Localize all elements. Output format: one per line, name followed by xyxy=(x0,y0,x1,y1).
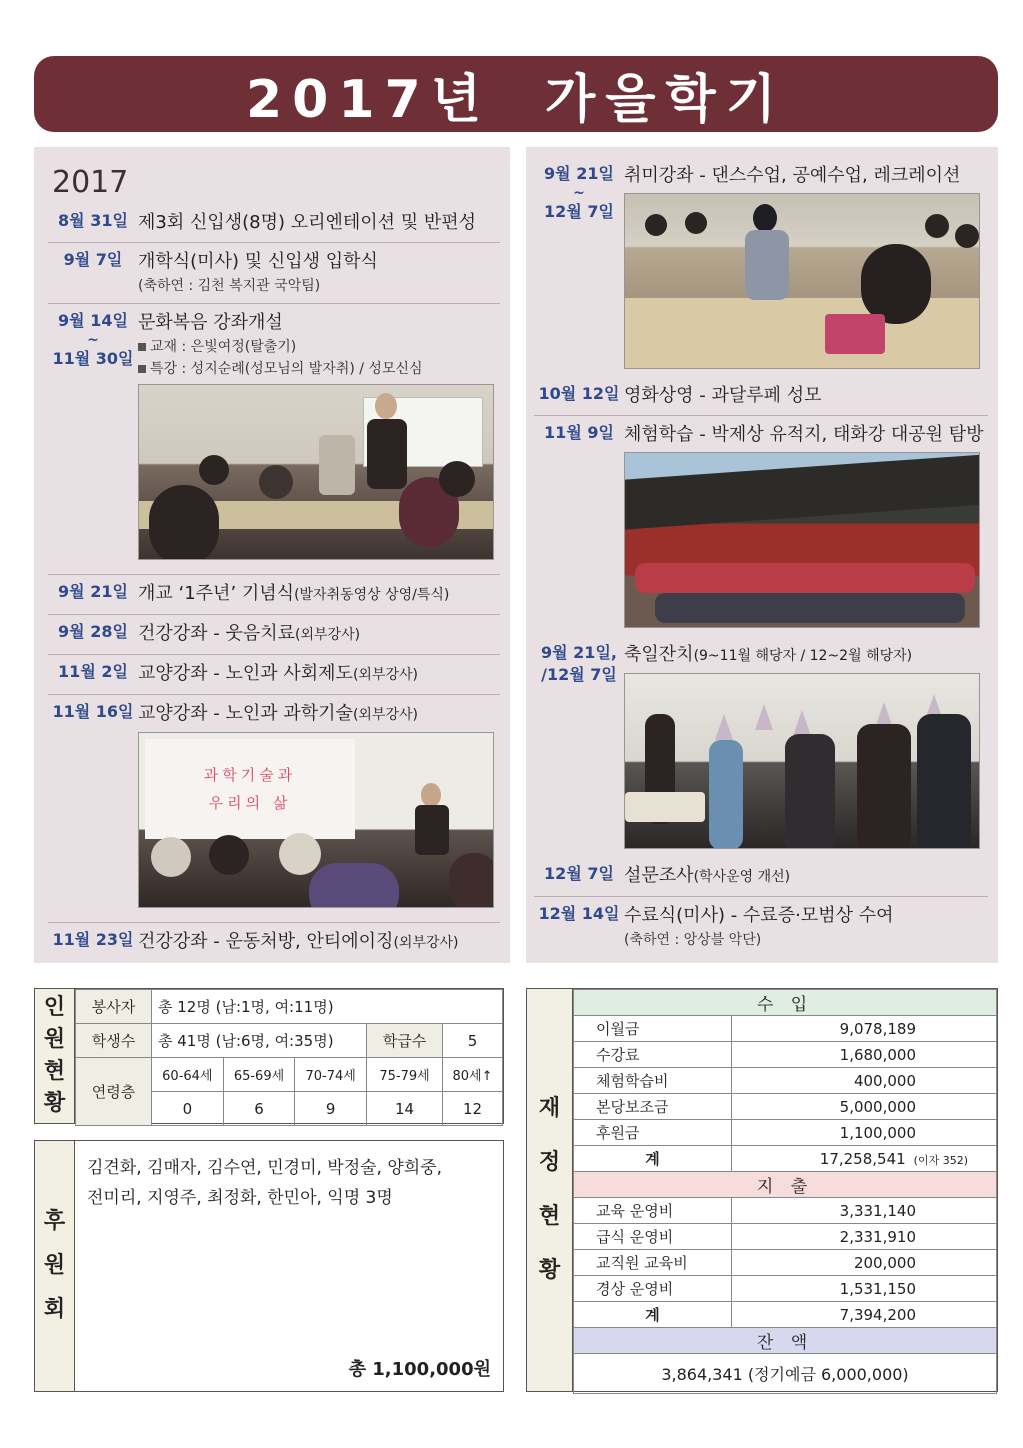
age-key: 연령층 xyxy=(76,1058,152,1126)
income-total-label: 계 xyxy=(574,1146,732,1172)
income-total xyxy=(732,1146,997,1172)
title-note: (외부강사) xyxy=(352,707,418,723)
expense-amount: 200,000 xyxy=(732,1250,997,1276)
event-date: 10월 12일 xyxy=(538,384,620,403)
title-main: 건강강좌 - 운동처방, 안티에이징 xyxy=(138,931,394,952)
age-group: 70-74세 xyxy=(295,1058,367,1092)
age-group: 60-64세 xyxy=(152,1058,224,1092)
personnel-label xyxy=(35,989,75,1123)
expense-amount: 2,331,910 xyxy=(732,1224,997,1250)
event-title: 체험학습 - 박제상 유적지, 태화강 대공원 탐방 xyxy=(624,424,984,445)
photo-row xyxy=(48,728,500,923)
schedule-right-panel xyxy=(526,147,998,963)
event-row xyxy=(48,575,500,615)
crafts-class-photo xyxy=(624,193,980,369)
event-row xyxy=(534,857,988,897)
event-row xyxy=(48,655,500,695)
event-title xyxy=(138,581,500,608)
finance-status-table xyxy=(526,988,998,1392)
birthday-party-photo xyxy=(624,673,980,849)
field-trip-photo xyxy=(624,452,980,628)
title-note: (9~11월 해당자 / 12~2월 해당자) xyxy=(693,648,913,664)
title-note: (학사운영 개선) xyxy=(693,869,791,885)
title-note: (외부강사) xyxy=(295,627,361,643)
event-date: 12월 14일 xyxy=(538,904,620,923)
students-value: 총 41명 (남:6명, 여:35명) xyxy=(152,1024,367,1058)
event-row xyxy=(48,923,500,962)
age-count: 6 xyxy=(223,1092,295,1126)
donors-label xyxy=(35,1141,75,1391)
title-main: 교양강좌 - 노인과 사회제도 xyxy=(138,663,353,684)
income-item: 이월금 xyxy=(574,1016,732,1042)
label-char: 황 xyxy=(538,1258,561,1283)
expense-item: 경상 운영비 xyxy=(574,1276,732,1302)
income-item: 체험학습비 xyxy=(574,1068,732,1094)
personnel-status-table xyxy=(34,988,504,1124)
event-date: 11월 23일 xyxy=(52,930,134,949)
date-end: /12월 7일 xyxy=(541,665,617,684)
expense-item: 교직원 교육비 xyxy=(574,1250,732,1276)
label-char: 원 xyxy=(43,1027,66,1052)
donors-box xyxy=(34,1140,504,1392)
title-main: 개교 ‘1주년’ 기념식 xyxy=(138,583,295,604)
income-amount: 1,100,000 xyxy=(732,1120,997,1146)
date-end: 11월 30일 xyxy=(52,349,134,368)
event-row xyxy=(48,695,500,728)
title-note: (외부강사) xyxy=(393,935,459,951)
slide-line: 우리의 삶 xyxy=(208,794,292,812)
label-char: 회 xyxy=(43,1297,66,1322)
volunteers-key: 봉사자 xyxy=(76,990,152,1024)
label-char: 인 xyxy=(43,995,66,1020)
date-tilde: ~ xyxy=(87,332,99,348)
expense-total: 7,394,200 xyxy=(732,1302,997,1328)
bullet-text: 특강 : 성지순례(성모님의 발자취) / 성모신심 xyxy=(150,361,423,377)
volunteers-value: 총 12명 (남:1명, 여:11명) xyxy=(152,990,503,1024)
event-row xyxy=(48,304,500,380)
lecture-photo xyxy=(138,384,494,560)
expense-amount: 1,531,150 xyxy=(732,1276,997,1302)
square-bullet-icon xyxy=(138,365,146,373)
label-char: 후 xyxy=(43,1209,66,1234)
event-title xyxy=(624,642,988,669)
income-note: (이자 352) xyxy=(913,1153,968,1167)
label-char: 정 xyxy=(538,1150,561,1175)
balance-header: 잔 액 xyxy=(574,1328,997,1354)
income-amount: 5,000,000 xyxy=(732,1094,997,1120)
event-row xyxy=(534,157,988,377)
title-main: 건강강좌 - 웃음치료 xyxy=(138,623,296,644)
event-row xyxy=(48,243,500,304)
event-row xyxy=(534,897,988,957)
donor-total: 총 1,100,000원 xyxy=(348,1359,491,1380)
title-main: 교양강좌 - 노인과 과학기술 xyxy=(138,703,353,724)
event-date-range xyxy=(534,642,624,857)
year-heading: 2017 xyxy=(52,165,129,200)
expense-item: 급식 운영비 xyxy=(574,1224,732,1250)
event-date: 12월 7일 xyxy=(544,864,614,883)
age-count: 14 xyxy=(367,1092,443,1126)
event-date: 11월 9일 xyxy=(544,423,614,442)
event-title xyxy=(138,661,500,688)
event-row xyxy=(48,615,500,655)
income-total-value: 17,258,541 xyxy=(819,1149,906,1168)
income-item: 후원금 xyxy=(574,1120,732,1146)
age-group: 80세↑ xyxy=(443,1058,503,1092)
event-title xyxy=(138,929,500,956)
schedule-left-panel xyxy=(34,147,510,963)
event-date: 9월 7일 xyxy=(63,250,123,269)
date-start: 9월 14일 xyxy=(58,311,128,330)
event-title xyxy=(624,863,988,890)
label-char: 현 xyxy=(538,1204,561,1229)
science-lecture-photo xyxy=(138,732,494,908)
event-date: 8월 31일 xyxy=(58,211,128,230)
date-start: 9월 21일 xyxy=(544,164,614,183)
event-title: 수료식(미사) - 수료증·모범상 수여 xyxy=(624,905,894,926)
event-date: 9월 28일 xyxy=(58,622,128,641)
finance-label xyxy=(527,989,573,1391)
income-item: 본당보조금 xyxy=(574,1094,732,1120)
event-date: 11월 16일 xyxy=(52,702,134,721)
photo-row xyxy=(48,380,500,575)
event-row xyxy=(534,416,988,636)
personnel-grid xyxy=(75,989,503,1126)
slide-line: 과학기술과 xyxy=(203,766,297,784)
age-count: 12 xyxy=(443,1092,503,1126)
classes-value: 5 xyxy=(443,1024,503,1058)
income-amount: 400,000 xyxy=(732,1068,997,1094)
donor-names-line: 김견화, 김매자, 김수연, 민경미, 박정술, 양희중, xyxy=(87,1158,443,1178)
income-amount: 9,078,189 xyxy=(732,1016,997,1042)
event-title: 개학식(미사) 및 신입생 입학식 xyxy=(138,251,378,272)
income-item: 수강료 xyxy=(574,1042,732,1068)
age-group: 75-79세 xyxy=(367,1058,443,1092)
title-note: (발자취동영상 상영/특식) xyxy=(294,587,450,603)
event-bullet xyxy=(138,336,500,358)
event-title: 제3회 신입생(8명) 오리엔테이션 및 반편성 xyxy=(138,212,477,233)
date-start: 9월 21일, xyxy=(541,643,617,662)
event-subtitle: (축하연 : 앙상블 악단) xyxy=(624,932,762,948)
income-amount: 1,680,000 xyxy=(732,1042,997,1068)
bullet-text: 교재 : 은빛여정(탈출기) xyxy=(150,339,297,355)
slide-screen xyxy=(145,739,355,839)
classes-key: 학급수 xyxy=(367,1024,443,1058)
date-tilde: ~ xyxy=(573,185,585,201)
event-title: 영화상영 - 과달루페 성모 xyxy=(624,385,822,406)
date-end: 12월 7일 xyxy=(544,202,614,221)
expense-item: 교육 운영비 xyxy=(574,1198,732,1224)
event-title: 문화복음 강좌개설 xyxy=(138,312,283,333)
event-date-range xyxy=(534,163,624,377)
event-date: 11월 2일 xyxy=(58,662,128,681)
age-group: 65-69세 xyxy=(223,1058,295,1092)
age-count: 9 xyxy=(295,1092,367,1126)
page-title: 2017년 가을학기 xyxy=(246,69,786,130)
event-bullet xyxy=(138,358,500,380)
event-row xyxy=(48,204,500,243)
title-main: 설문조사 xyxy=(624,865,694,886)
event-row xyxy=(534,636,988,857)
title-banner xyxy=(34,56,998,132)
finance-grid xyxy=(573,989,997,1394)
balance-value: 3,864,341 (정기예금 6,000,000) xyxy=(574,1354,997,1394)
expense-total-label: 계 xyxy=(574,1302,732,1328)
event-title xyxy=(138,621,500,648)
expense-header: 지 출 xyxy=(574,1172,997,1198)
label-char: 원 xyxy=(43,1253,66,1278)
event-title xyxy=(138,701,500,728)
age-count: 0 xyxy=(152,1092,224,1126)
event-subtitle: (축하연 : 김천 복지관 국악팀) xyxy=(138,278,321,294)
title-main: 축일잔치 xyxy=(624,644,694,665)
event-title: 취미강좌 - 댄스수업, 공예수업, 레크레이션 xyxy=(624,165,961,186)
students-key: 학생수 xyxy=(76,1024,152,1058)
event-date: 9월 21일 xyxy=(58,582,128,601)
label-char: 재 xyxy=(538,1096,561,1121)
event-row xyxy=(534,377,988,416)
title-note: (외부강사) xyxy=(352,667,418,683)
income-header: 수 입 xyxy=(574,990,997,1016)
donor-names-line: 전미리, 지영주, 최정화, 한민아, 익명 3명 xyxy=(87,1188,393,1208)
event-date-range xyxy=(48,310,138,380)
square-bullet-icon xyxy=(138,343,146,351)
label-char: 황 xyxy=(43,1091,66,1116)
expense-amount: 3,331,140 xyxy=(732,1198,997,1224)
label-char: 현 xyxy=(43,1059,66,1084)
